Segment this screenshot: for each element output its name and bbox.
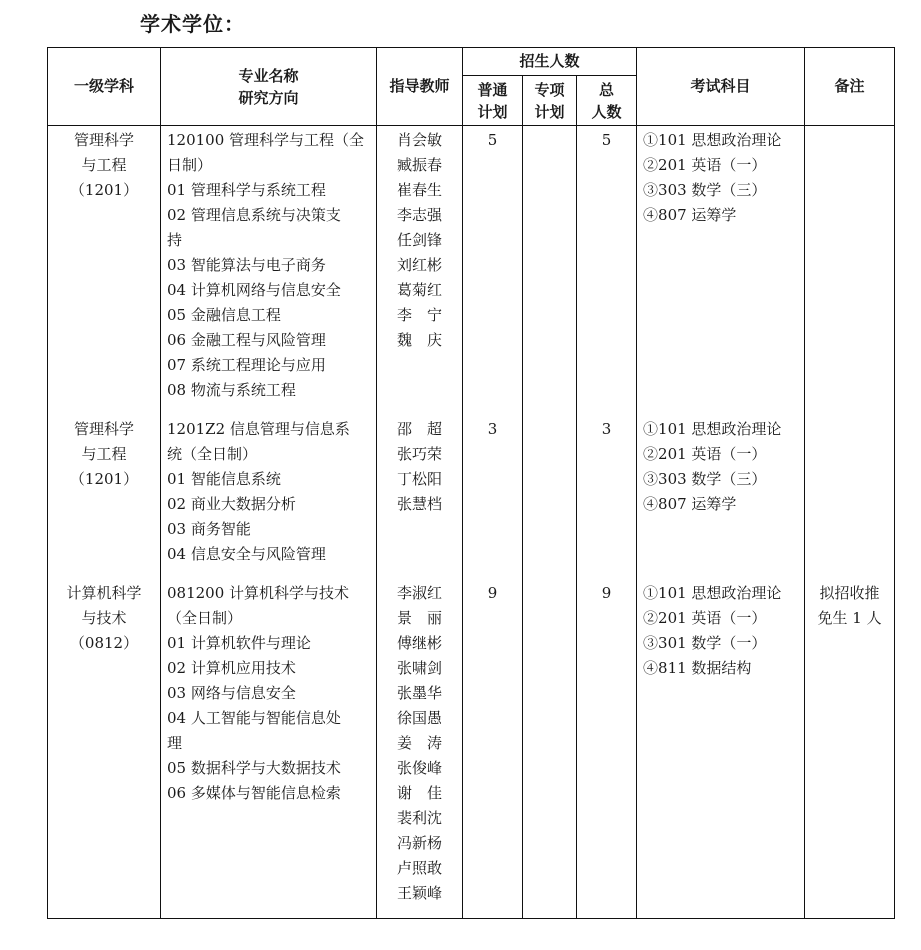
major-line: 理 [167,734,183,752]
total-count-cell [577,126,637,416]
advisor-name: 冯新杨 [396,834,442,852]
advisor-name: 傅继彬 [396,634,442,652]
header-discipline: 一级学科 [48,48,161,126]
advisor-name: 魏 庆 [396,331,442,349]
major-line: 日制） [167,156,213,174]
exam-subject: ④811 数据结构 [643,659,752,677]
remarks-cell [805,126,895,416]
major-line: 05 金融信息工程 [167,306,281,324]
discipline-cell [48,415,161,579]
exam-subject: ①101 思想政治理论 [643,131,782,149]
special-count-cell [523,415,577,579]
major-line: 03 商务智能 [167,520,251,538]
header-advisor: 指导教师 [377,48,463,126]
major-line: 03 网络与信息安全 [167,684,296,702]
major-line: （全日制） [167,609,243,627]
header-special-line2: 计划 [534,102,565,121]
exam-subject: ①101 思想政治理论 [643,420,782,438]
header-enroll-group: 招生人数 [463,48,637,76]
table-row [48,126,895,416]
advisor-name: 张啸剑 [396,659,442,677]
header-regular [463,76,523,126]
major-line: 081200 计算机科学与技术 [167,584,350,602]
major-line: 120100 管理科学与工程（全 [167,131,365,149]
exam-subject: ④807 运筹学 [643,206,737,224]
header-total [577,76,637,126]
major-line: 04 人工智能与智能信息处 [167,709,341,727]
major-line: 08 物流与系统工程 [167,381,296,399]
enrollment-table [47,47,895,919]
header-total-line1: 总 [599,80,615,99]
discipline-line: 与技术 [81,609,127,627]
major-line: 持 [167,231,183,249]
total-count-cell [577,579,637,919]
remarks-cell [805,579,895,919]
exam-subject: ③303 数学（三） [643,470,767,488]
regular-count-cell [463,579,523,919]
major-line: 02 计算机应用技术 [167,659,296,677]
major-line: 01 管理科学与系统工程 [167,181,326,199]
header-special [523,76,577,126]
remark-line: 拟招收推 [819,584,880,602]
regular-count-cell [463,126,523,416]
advisor-name: 臧振春 [396,156,442,174]
advisor-name: 卢照敢 [396,859,442,877]
header-special-line1: 专项 [534,80,565,99]
exam-cell [637,415,805,579]
major-line: 04 信息安全与风险管理 [167,545,326,563]
major-line: 01 智能信息系统 [167,470,281,488]
discipline-cell [48,126,161,416]
advisor-name: 崔春生 [396,181,442,199]
advisor-name: 邵 超 [396,420,442,438]
major-line: 02 商业大数据分析 [167,495,296,513]
advisor-name: 李志强 [396,206,442,224]
major-cell [161,415,377,579]
table-body [48,126,895,919]
discipline-line: 管理科学 [73,420,134,438]
header-major-line1: 专业名称 [238,66,299,85]
total-count: 9 [601,584,612,602]
advisor-name: 刘红彬 [396,256,442,274]
table-row [48,579,895,919]
exam-subject: ②201 英语（一） [643,156,767,174]
remarks-cell [805,415,895,579]
advisor-cell [377,126,463,416]
discipline-line: 与工程 [81,445,127,463]
advisor-name: 任剑锋 [396,231,442,249]
major-line: 1201Z2 信息管理与信息系 [167,420,350,438]
major-line: 06 多媒体与智能信息检索 [167,784,341,802]
regular-count: 5 [487,131,498,149]
major-line: 06 金融工程与风险管理 [167,331,326,349]
major-cell [161,579,377,919]
discipline-line: （0812） [69,634,139,652]
discipline-line: （1201） [69,181,139,199]
advisor-name: 姜 涛 [396,734,442,752]
advisor-name: 葛菊红 [396,281,442,299]
exam-cell [637,126,805,416]
advisor-name: 王颖峰 [396,884,442,902]
header-major [161,48,377,126]
advisor-name: 谢 佳 [396,784,442,802]
discipline-line: （1201） [69,470,139,488]
advisor-name: 徐国愚 [396,709,442,727]
discipline-line: 与工程 [81,156,127,174]
major-line: 统（全日制） [167,445,258,463]
advisor-name: 李淑红 [396,584,442,602]
exam-cell [637,579,805,919]
exam-subject: ④807 运筹学 [643,495,737,513]
advisor-cell [377,415,463,579]
special-count-cell [523,126,577,416]
major-line: 07 系统工程理论与应用 [167,356,326,374]
header-exam: 考试科目 [637,48,805,126]
exam-subject: ②201 英语（一） [643,609,767,627]
advisor-name: 李 宁 [396,306,442,324]
regular-count-cell [463,415,523,579]
header-major-line2: 研究方向 [238,88,299,107]
regular-count: 3 [487,420,498,438]
page-title: 学术学位： [140,12,245,36]
header-total-line2: 人数 [591,102,622,121]
exam-subject: ③301 数学（一） [643,634,767,652]
total-count-cell [577,415,637,579]
regular-count: 9 [487,584,498,602]
advisor-name: 肖会敏 [396,131,442,149]
total-count: 3 [601,420,612,438]
advisor-name: 张墨华 [396,684,442,702]
table-row [48,415,895,579]
total-count: 5 [601,131,612,149]
advisor-name: 丁松阳 [396,470,442,488]
discipline-line: 计算机科学 [66,584,142,602]
advisor-name: 张慧档 [396,495,442,513]
major-line: 01 计算机软件与理论 [167,634,311,652]
advisor-name: 张俊峰 [396,759,442,777]
exam-subject: ①101 思想政治理论 [643,584,782,602]
header-remarks: 备注 [805,48,895,126]
remark-line: 免生 1 人 [817,609,882,627]
advisor-name: 张巧荣 [396,445,442,463]
major-line: 02 管理信息系统与决策支 [167,206,341,224]
header-regular-line1: 普通 [477,80,508,99]
advisor-cell [377,579,463,919]
major-line: 05 数据科学与大数据技术 [167,759,341,777]
discipline-cell [48,579,161,919]
exam-subject: ②201 英语（一） [643,445,767,463]
header-regular-line2: 计划 [477,102,508,121]
advisor-name: 景 丽 [396,609,442,627]
special-count-cell [523,579,577,919]
discipline-line: 管理科学 [73,131,134,149]
exam-subject: ③303 数学（三） [643,181,767,199]
major-cell [161,126,377,416]
major-line: 04 计算机网络与信息安全 [167,281,341,299]
advisor-name: 裴利沈 [396,809,442,827]
major-line: 03 智能算法与电子商务 [167,256,326,274]
